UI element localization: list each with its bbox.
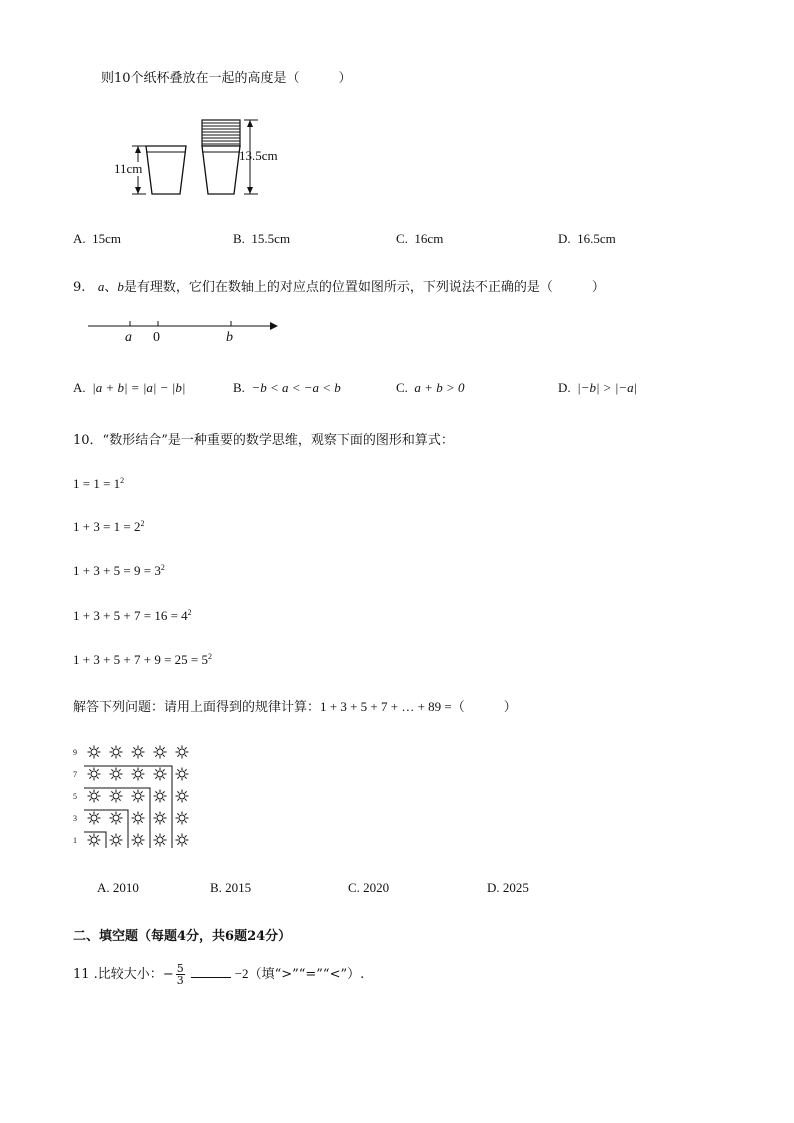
star-row-label: 7: [73, 770, 77, 779]
q10-option-b: B. 2015: [210, 880, 252, 895]
star-grid-frame: [84, 788, 150, 848]
q9-var-a: a: [97, 279, 105, 294]
q10-line-2: $1 + 3 = 1 = 2^2$: [73, 519, 145, 534]
star-icon: [132, 746, 145, 759]
star-icon: [176, 768, 189, 781]
q8-option-a: A. 15cm: [73, 231, 122, 246]
star-icon: [88, 746, 101, 759]
star-icon: [176, 812, 189, 825]
star-icon: [154, 812, 167, 825]
numberline-b-label: b: [226, 330, 233, 345]
cup-stack-figure: [108, 112, 308, 204]
star-icon: [176, 790, 189, 803]
q9-stem: 9. a、b是有理数，它们在数轴上的对应点的位置如图所示，下列说法不正确的是（ ）: [73, 279, 605, 295]
numberline-a-label: a: [125, 330, 132, 345]
star-icon: [88, 790, 101, 803]
q10-line-1: $1 = 1 = 1^2$: [73, 476, 125, 491]
q9-option-b: B. −b < a < −a < b: [233, 380, 341, 395]
right-height-label: 13.5cm: [239, 148, 278, 163]
star-icon: [132, 834, 145, 847]
left-height-label: 11cm: [114, 161, 143, 176]
q10-line-3: $1 + 3 + 5 = 9 = 3^2$: [73, 563, 165, 578]
star-row-label: 5: [73, 792, 77, 801]
star-icon: [88, 812, 101, 825]
star-icon: [110, 812, 123, 825]
star-icon: [132, 768, 145, 781]
star-icon: [154, 746, 167, 759]
q9-var-b: b: [117, 279, 124, 294]
star-icon: [132, 812, 145, 825]
q9-option-c: C. a + b > 0: [396, 380, 465, 395]
q9-number: 9.: [73, 280, 86, 295]
star-icon: [110, 790, 123, 803]
star-grid-figure: [72, 738, 192, 848]
star-icon: [132, 790, 145, 803]
star-icon: [154, 768, 167, 781]
star-icon: [110, 768, 123, 781]
star-icon: [176, 834, 189, 847]
q8-stem: 则10个纸杯叠放在一起的高度是（ ）: [101, 71, 352, 86]
q10-option-c: C. 2020: [348, 880, 390, 895]
q10-line-5: $1 + 3 + 5 + 7 + 9 = 25 = 5^2$: [73, 652, 212, 667]
q10-option-d: D. 2025: [487, 880, 529, 895]
section-2-title: 二、填空题（每题4分，共6题24分）: [73, 929, 292, 944]
q9-option-a: A. |a + b| = |a| − |b|: [73, 380, 186, 395]
q8-option-b: B. 15.5cm: [233, 231, 291, 246]
q10-stem: 10．“数形结合”是一种重要的数学思维，观察下面的图形和算式：: [73, 433, 454, 448]
star-row-label: 3: [73, 814, 77, 823]
q10-line-4: $1 + 3 + 5 + 7 = 16 = 4^2$: [73, 608, 192, 623]
star-grid-frame: [84, 832, 106, 848]
star-row-label: 1: [73, 836, 77, 845]
q11-fraction: $\frac{5}{3}$: [176, 962, 184, 987]
star-icon: [154, 834, 167, 847]
number-line-figure: [86, 318, 286, 346]
star-row-label: 9: [73, 748, 77, 757]
star-icon: [88, 834, 101, 847]
q11-answer-blank[interactable]: [191, 967, 231, 978]
q11: 11 .比较大小：− $\frac{5}{3}$ −2（填“>”“=”“<”）.: [73, 962, 365, 987]
numberline-zero-label: 0: [153, 330, 160, 345]
star-icon: [110, 746, 123, 759]
q10-option-a: A. 2010: [97, 880, 139, 895]
star-icon: [110, 834, 123, 847]
q10-ask: 解答下列问题：请用上面得到的规律计算：1 + 3 + 5 + 7 + … + 89 =（ ）: [73, 699, 517, 715]
q8-option-c: C. 16cm: [396, 231, 444, 246]
star-icon: [88, 768, 101, 781]
q8-option-d: D. 16.5cm: [558, 231, 616, 246]
star-icon: [154, 790, 167, 803]
star-icon: [176, 746, 189, 759]
q9-option-d: D. |−b| > |−a|: [558, 380, 638, 395]
